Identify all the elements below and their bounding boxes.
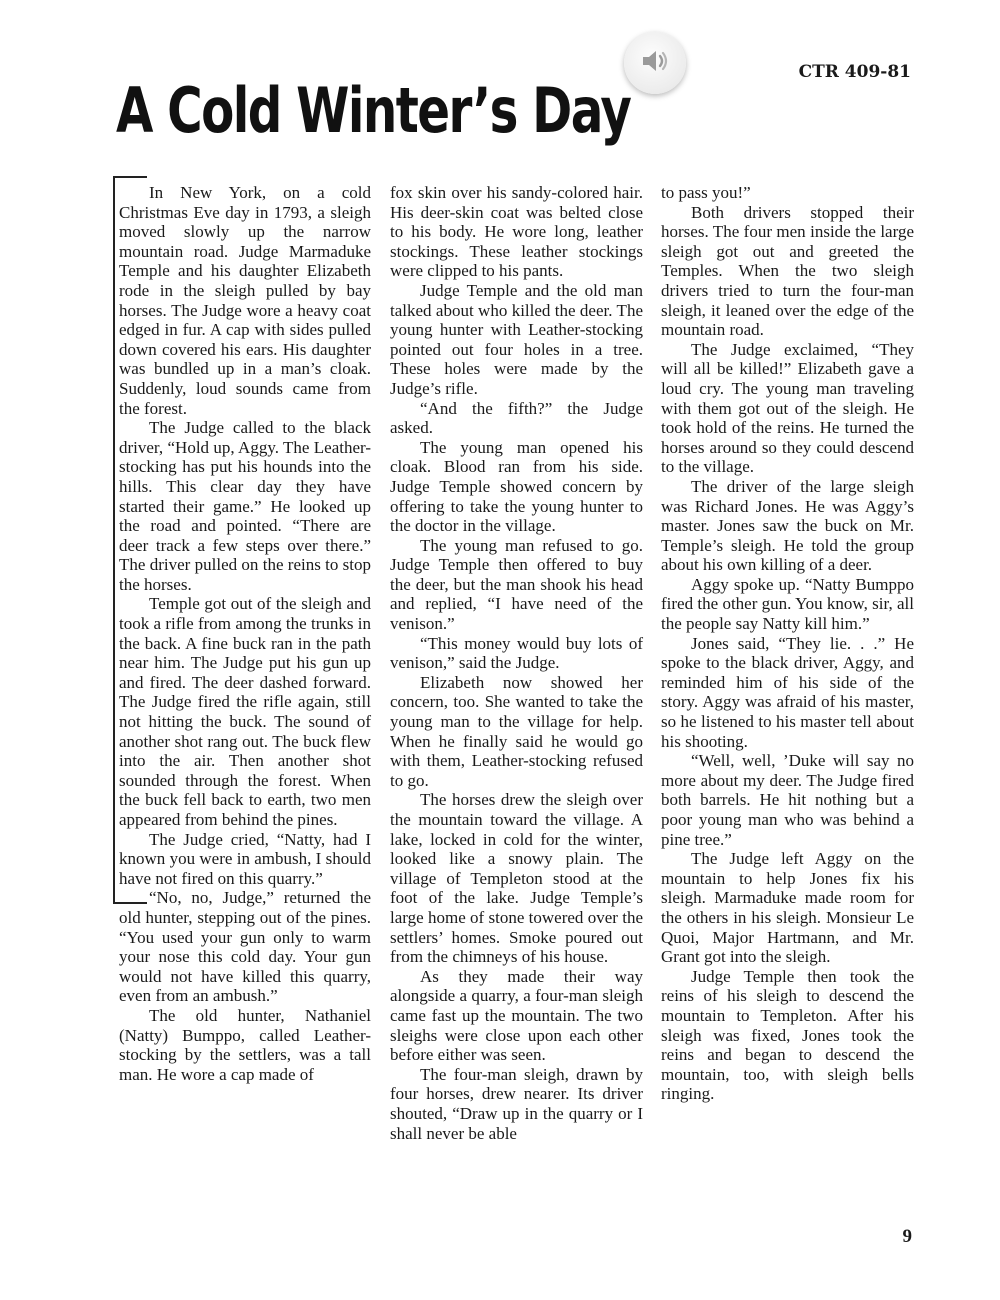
- page-number: 9: [902, 1226, 912, 1247]
- paragraph: to pass you!”: [661, 183, 751, 202]
- page-title: A Cold Winter’s Day: [116, 74, 631, 147]
- paragraph: The Judge cried, “Natty, had I known you were in ambush, I should have not fired on this quarry.”: [119, 829, 371, 888]
- paragraph: fox skin over his sandy-colored hair. His deer-skin coat was belted close to his body. He wore long, leather stockings. These leather stockings were clipped to his pants.: [390, 183, 643, 281]
- paragraph: The driver of the large sleigh was Richard Jones. He was Aggy’s master. Jones saw the buck on Mr. Temple’s sleigh. He told the group about his own killing of a deer.: [661, 476, 914, 575]
- speaker-icon: [640, 48, 670, 78]
- paragraph: “This money would buy lots of venison,” said the Judge.: [390, 633, 643, 673]
- paragraph: In New York, on a cold Christmas Eve day in 1793, a sleigh moved slowly up the narrow mountain road. Judge Marmaduke Temple and his daughter Elizabeth rode in the sleigh pulled by bay horses. The Judge wore a heavy coat edged in fur. A cap with sides pulled down covered his ears. His daughter was bundled up in a man’s cloak. Suddenly, loud sounds came from the forest.: [119, 183, 371, 418]
- paragraph: The Judge left Aggy on the mountain to help Jones fix his sleigh. Marmaduke made room for the others in his sleigh. Monsieur Le Quoi, Major Hartmann, and Mr. Grant got into the sleigh.: [661, 849, 914, 967]
- audio-button[interactable]: [624, 32, 686, 94]
- text-column-2: [390, 183, 643, 1143]
- paragraph: Judge Temple and the old man talked about who killed the deer. The young hunter with Leather-stocking pointed out four holes in a tree. These holes were made by the Judge’s rifle.: [390, 280, 643, 398]
- paragraph: The four-man sleigh, drawn by four horses, drew nearer. Its driver shouted, “Draw up in the quarry or I shall never be able: [390, 1064, 643, 1143]
- paragraph: “No, no, Judge,” returned the old hunter, stepping out of the pines. “You used your gun only to warm your nose this cold day. Your gun would not have killed this quarry, even from an ambush.”: [119, 888, 371, 1006]
- paragraph: Jones said, “They lie. . .” He spoke to the black driver, Aggy, and reminded him of his side of the story. Aggy was afraid of his master, so he listened to his master tell about his shooting.: [661, 633, 914, 751]
- paragraph: The young man opened his cloak. Blood ran from his side. Judge Temple showed concern by offering to take the young hunter to the doctor in the village.: [390, 437, 643, 536]
- text-column-1: [119, 183, 371, 1084]
- paragraph: “Well, well, ’Duke will say no more about my deer. The Judge fired both barrels. He hit nothing but a poor young man who was behind a pine tree.”: [661, 751, 914, 849]
- document-code: CTR 409-81: [798, 62, 911, 82]
- paragraph: Temple got out of the sleigh and took a rifle from among the trunks in the back. A fine buck ran in the path near him. The Judge put his gun up and fired. The deer dashed forward. The Judge fired the rifle again, still not hitting the buck. The sound of another shot rang out. The buck flew into the air. Then another shot sounded through the forest. When the buck fell back to earth, two men appeared from behind the pines.: [119, 594, 371, 829]
- paragraph: The Judge exclaimed, “They will all be killed!” Elizabeth gave a loud cry. The young man traveling with them got out of the sleigh. He took hold of the reins. He turned the horses around so they could descend to the village.: [661, 339, 914, 477]
- paragraph: Judge Temple then took the reins of his sleigh to descend the mountain to Templeton. After his sleigh was fixed, Jones took the reins and began to descend the mountain, too, with sleigh bells ringing.: [661, 966, 914, 1104]
- paragraph: Aggy spoke up. “Natty Bumppo fired the other gun. You know, sir, all the people say Natty kill him.”: [661, 574, 914, 634]
- paragraph: As they made their way alongside a quarry, a four-man sleigh came fast up the mountain. The two sleighs were close upon each other before either was seen.: [390, 966, 643, 1065]
- paragraph: “And the fifth?” the Judge asked.: [390, 398, 643, 438]
- paragraph: Both drivers stopped their horses. The four men inside the large sleigh got out and greeted the Temples. When the two sleigh drivers tried to turn the four-man sleigh, it leaned over the edge of the mountain road.: [661, 202, 914, 340]
- paragraph: The old hunter, Nathaniel (Natty) Bumppo, called Leather-stocking by the settlers, was a tall man. He wore a cap made of: [119, 1005, 371, 1084]
- paragraph: Elizabeth now showed her concern, too. She wanted to take the young man to the village for help. When he finally said he would go with them, Leather-stocking refused to go.: [390, 672, 643, 790]
- text-column-3: [661, 183, 914, 1104]
- paragraph: The Judge called to the black driver, “Hold up, Aggy. The Leather-stocking has put his hounds into the hills. This clear day they have started their game.” He looked up the road and pointed. “There are deer track a few steps over there.” The driver pulled on the reins to stop the horses.: [119, 418, 371, 594]
- paragraph: The horses drew the sleigh over the mountain toward the village. A lake, locked in cold for the winter, looked like a snowy plain. The village of Templeton stood at the foot of the lake. Judge Temple’s large home of stone towered over the settlers’ homes. Smoke poured out from the chimneys of his house.: [390, 790, 643, 967]
- paragraph: The young man refused to go. Judge Temple then offered to buy the deer, but the man shook his head and replied, “I have need of the venison.”: [390, 535, 643, 634]
